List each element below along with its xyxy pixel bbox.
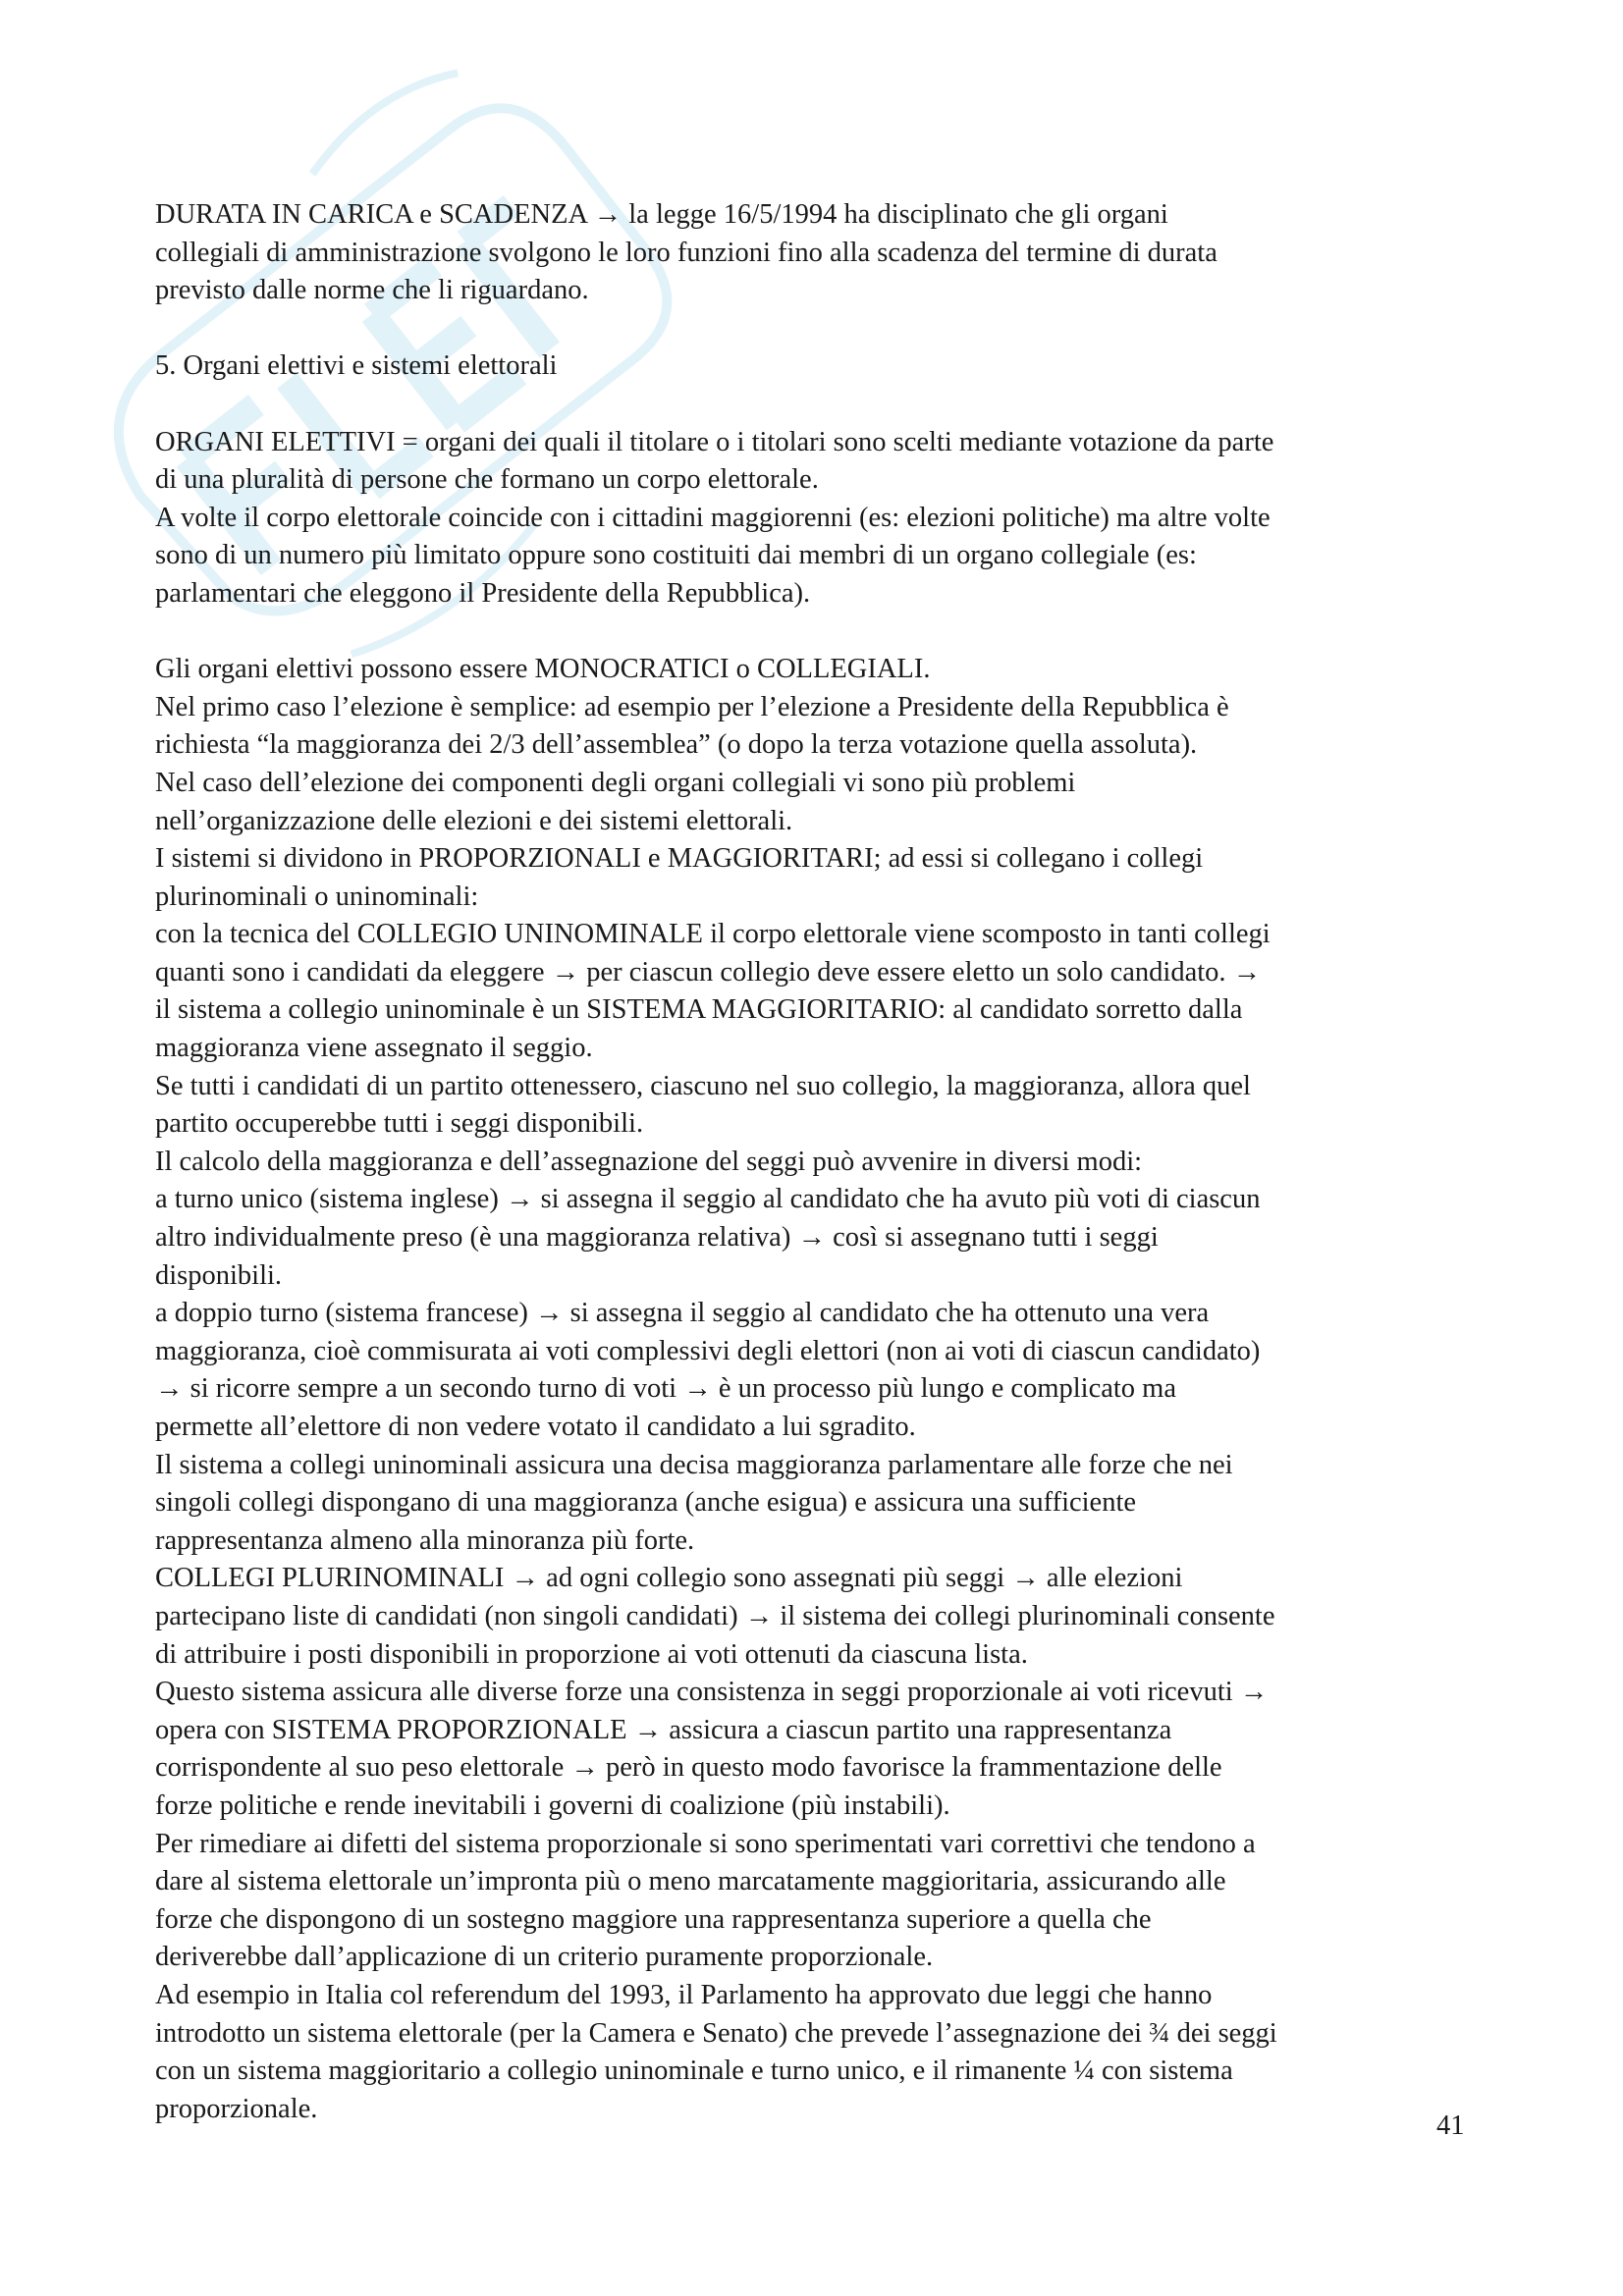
paragraph-gap bbox=[155, 614, 1500, 652]
paragraph-organi-elettivi: ORGANI ELETTIVI = organi dei quali il titolare o i titolari sono scelti mediante votazione da parte di una pluralità di persone che formano un corpo elettorale. A volte il corpo elettorale coincide con i cittadini maggiorenni (es: elezioni politiche) ma altre volte sono di un numero più limitato oppure sono costituiti dai membri di un organo collegiale (es: parlamentari che eleggono il Presidente della Repubblica). bbox=[155, 426, 1274, 609]
paragraph-sistemi-elettorali: Gli organi elettivi possono essere MONOCRATICI o COLLEGIALI. Nel primo caso l’elezione è semplice: ad esempio per l’elezione a Presidente della Repubblica è richiesta “la maggioranza dei 2/3 dell’assemblea” (o dopo la terza votazione quella assoluta). Nel caso dell’elezione dei componenti degli organi collegiali vi sono più problemi nell’organizzazione delle elezioni e dei sistemi elettorali. I sistemi si dividono in PROPORZIONALI e MAGGIORITARI; ad essi si collegano i collegi plurinominali o uninominali: con la tecnica del COLLEGIO UNINOMINALE il corpo elettorale viene scomposto in tanti collegi quanti sono i candidati da eleggere → per ciascun collegio deve essere eletto un solo candidato. → il sistema a collegio uninominale è un SISTEMA MAGGIORITARIO: al candidato sorretto dalla maggioranza viene assegnato il seggio. Se tutti i candidati di un partito ottenessero, ciascuno nel suo collegio, la maggioranza, allora quel partito occuperebbe tutti i seggi disponibili. Il calcolo della maggioranza e dell’assegnazione del seggi può avvenire in diversi modi: a turno unico (sistema inglese) → si assegna il seggio al candidato che ha avuto più voti di ciascun altro individualmente preso (è una maggioranza relativa) → così si assegnano tutti i seggi disponibili. a doppio turno (sistema francese) → si assegna il seggio al candidato che ha ottenuto una vera maggioranza, cioè commisurata ai voti complessivi degli elettori (non ai voti di ciascun candidato) → si ricorre sempre a un secondo turno di voti → è un processo più lungo e complicato ma permette all’elettore di non vedere votato il candidato a lui sgradito. Il sistema a collegi uninominali assicura una decisa maggioranza parlamentare alle forze che nei singoli collegi dispongano di una maggioranza (anche esigua) e assicura una sufficiente rappresentanza almeno alla minoranza più forte. COLLEGI PLURINOMINALI → ad ogni collegio sono assegnati più seggi → alle elezioni partecipano liste di candidati (non singoli candidati) → il sistema dei collegi plurinominali consente di attribuire i posti disponibili in proporzione ai voti ottenuti da ciascuna lista. Questo sistema assicura alle diverse forze una consistenza in seggi proporzionale ai voti ricevuti → opera con SISTEMA PROPORZIONALE → assicura a ciascun partito una rappresentanza corrispondente al suo peso elettorale → però in questo modo favorisce la frammentazione delle forze politiche e rende inevitabili i governi di coalizione (più instabili). Per rimediare ai difetti del sistema proporzionale si sono sperimentati vari correttivi che tendono a dare al sistema elettorale un’impronta più o meno marcatamente maggioritaria, assicurando alle forze che dispongono di un sostegno maggiore una rappresentanza superiore a quella che deriverebbe dall’applicazione di un criterio puramente proporzionale. Ad esempio in Italia col referendum del 1993, il Parlamento ha approvato due leggi che hanno introdotto un sistema elettorale (per la Camera e Senato) che prevede l’assegnazione dei ¾ dei seggi con un sistema maggioritario a collegio uninominale e turno unico, e il rimanente ¼ con sistema proporzionale. bbox=[155, 654, 1277, 2124]
paragraph-gap bbox=[155, 310, 1500, 348]
paragraph-durata-in-carica: DURATA IN CARICA e SCADENZA → la legge 16/5/1994 ha disciplinato che gli organi collegiali di amministrazione svolgono le loro funzioni fino alla scadenza del termine di durata previsto dalle norme che li riguardano. bbox=[155, 199, 1217, 306]
document-page bbox=[155, 196, 1500, 2128]
section-heading: 5. Organi elettivi e sistemi elettorali bbox=[155, 350, 558, 382]
page-number: 41 bbox=[1436, 2110, 1465, 2141]
paragraph-gap bbox=[155, 386, 1500, 424]
